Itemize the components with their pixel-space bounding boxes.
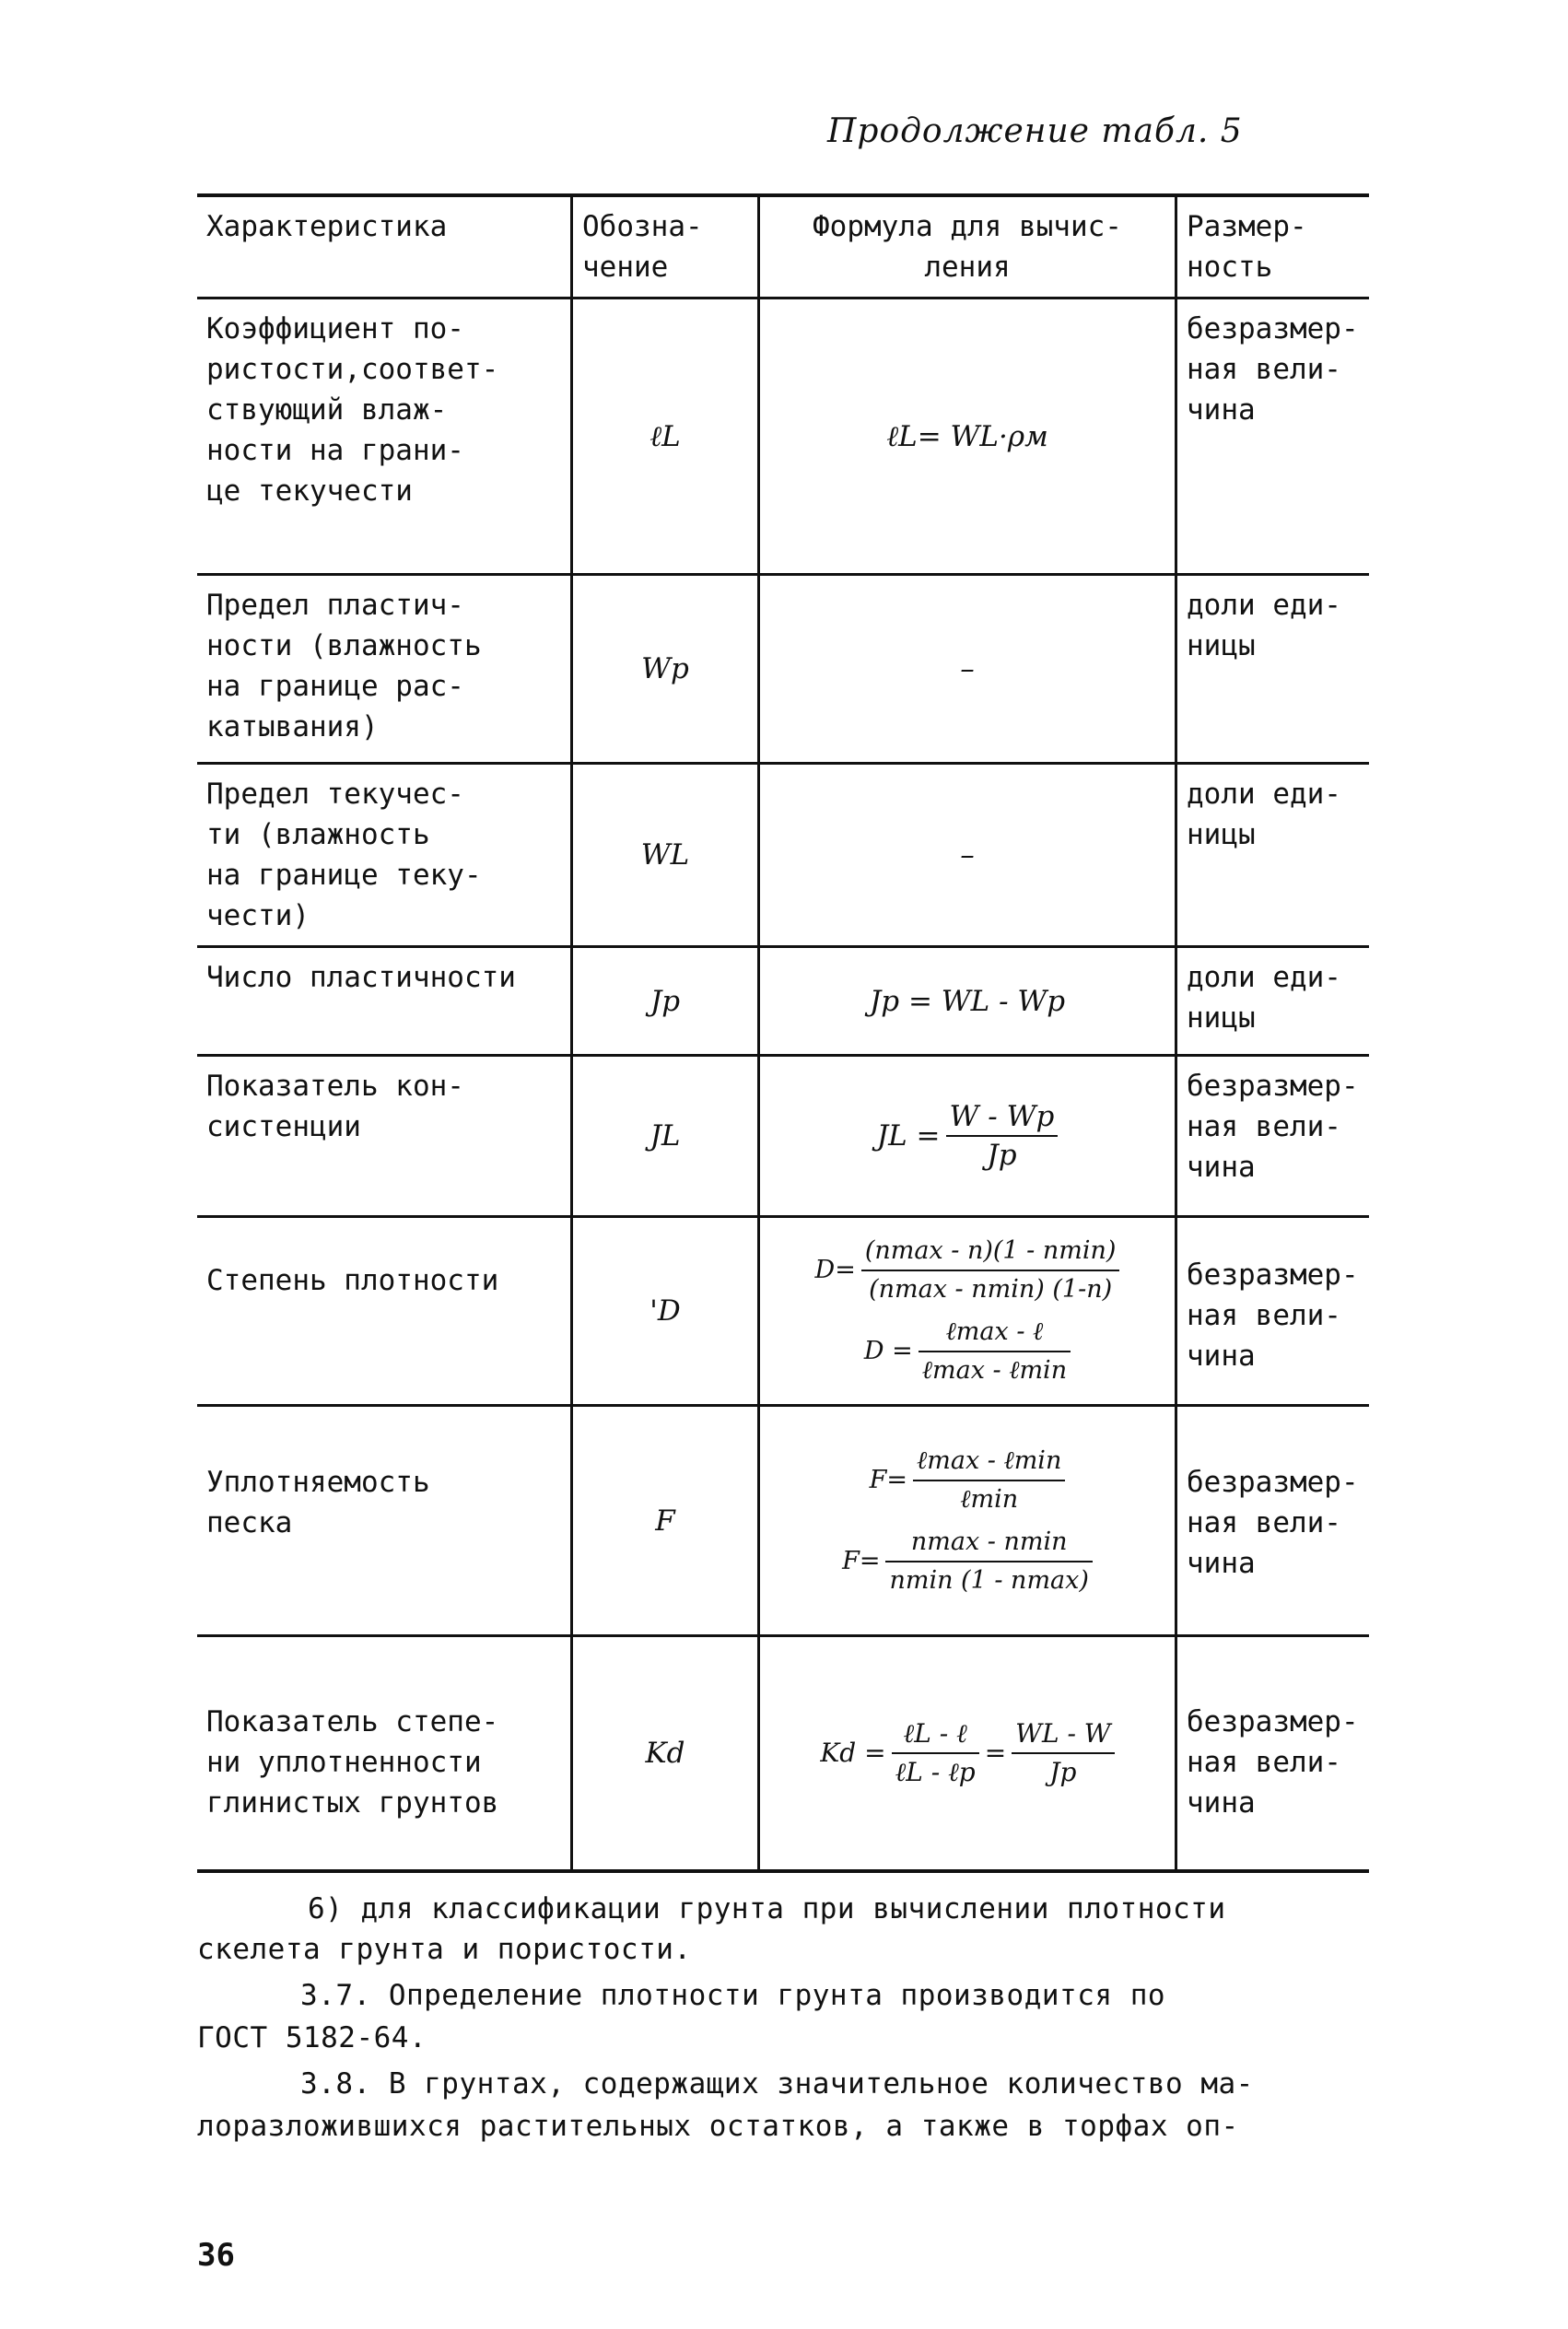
formula-numerator: nmax - nmin [885,1524,1092,1562]
table-row [197,1217,1369,1406]
row-name: Предел текучес- ти (влажность на границе теку- чести) [197,764,572,947]
formula-denominator: ℓmax - ℓmin [921,1356,1068,1385]
row-symbol: 'D [572,1217,759,1406]
formula-denominator: nmin (1 - nmax) [889,1565,1089,1595]
formula-numerator: (nmax - n)(1 - nmin) [861,1233,1120,1271]
formula-numerator: ℓL - ℓ [892,1715,979,1754]
header-formula: Формула для вычис- ления [759,195,1176,298]
row-formula [759,1056,1176,1217]
table-header-row [197,195,1369,298]
paragraph-line: 6) для классификации грунта при вычислении плотности [308,1892,1226,1925]
row-dimension: безразмер- ная вели- чина [1176,1406,1370,1636]
row-formula: Jp = WL - Wp [759,947,1176,1056]
table-row [197,298,1369,575]
row-symbol: F [572,1406,759,1636]
formula-numerator: ℓmax - ℓ [919,1314,1071,1352]
row-symbol: Kd [572,1636,759,1871]
table-row [197,764,1369,947]
formula-lhs: F= [842,1546,881,1575]
header-characteristic: Характеристика [197,195,572,298]
row-name: Число пластичности [197,947,572,1056]
header-dimension: Размер- ность [1176,195,1370,298]
soil-characteristics-table [197,193,1369,1873]
row-formula: ℓL= WL·ρм [759,298,1176,575]
header-symbol: Обозна- чение [572,195,759,298]
row-formula [759,1406,1176,1636]
row-dimension: доли еди- ницы [1176,575,1370,764]
row-dimension: безразмер- ная вели- чина [1176,1636,1370,1871]
formula-denominator: (nmax - nmin) (1-n) [869,1275,1113,1304]
paragraph-line: 3.7. Определение плотности грунта производится по [300,1979,1166,2012]
row-dimension: доли еди- ницы [1176,764,1370,947]
row-symbol: WL [572,764,759,947]
page-number: 36 [197,2237,235,2274]
formula-lhs: D= [814,1256,856,1284]
row-formula [759,1636,1176,1871]
paragraph-line: ГОСТ 5182-64. [197,2021,427,2054]
row-formula [759,1217,1176,1406]
paragraph-line: 3.8. В грунтах, содержащих значительное количество ма- [300,2067,1254,2101]
formula-denominator: ℓmin [960,1484,1019,1514]
table-row [197,947,1369,1056]
table-row [197,1636,1369,1871]
row-symbol: ℓL [572,298,759,575]
row-name: Показатель кон- систенции [197,1056,572,1217]
table-row [197,575,1369,764]
formula-lhs: Kd = [820,1737,886,1768]
row-formula: – [759,575,1176,764]
formula-denominator: ℓL - ℓp [895,1756,976,1787]
formula-equals: = [984,1737,1007,1768]
row-dimension: безразмер- ная вели- чина [1176,1056,1370,1217]
row-name: Предел пластич- ности (влажность на границе рас- катывания) [197,575,572,764]
formula-lhs: JL = [876,1119,941,1153]
formula-denominator: Jp [1049,1756,1077,1787]
row-name: Показатель степе- ни уплотненности глинистых грунтов [197,1636,572,1871]
paragraph-line: лоразложившихся растительных остатков, а также в торфах оп- [197,2110,1239,2143]
formula-numerator: WL - W [1012,1715,1114,1754]
row-name: Коэффициент по- ристости,соответ- ствующий влаж- ности на грани- це текучести [197,298,572,575]
table-row [197,1056,1369,1217]
row-symbol: JL [572,1056,759,1217]
row-dimension: безразмер- ная вели- чина [1176,298,1370,575]
table-continuation-label: Продолжение табл. 5 [827,112,1243,150]
row-name: Степень плотности [197,1217,572,1406]
row-symbol: Jp [572,947,759,1056]
formula-lhs: D = [863,1337,913,1365]
paragraph-line: скелета грунта и пористости. [197,1933,692,1966]
formula-numerator: W - Wp [946,1098,1059,1137]
row-dimension: доли еди- ницы [1176,947,1370,1056]
formula-numerator: ℓmax - ℓmin [913,1443,1065,1481]
formula-denominator: Jp [987,1139,1017,1172]
table-row [197,1406,1369,1636]
row-symbol: Wp [572,575,759,764]
row-name: Уплотняемость песка [197,1406,572,1636]
row-formula: – [759,764,1176,947]
row-dimension: безразмер- ная вели- чина [1176,1217,1370,1406]
formula-lhs: F= [869,1465,907,1494]
